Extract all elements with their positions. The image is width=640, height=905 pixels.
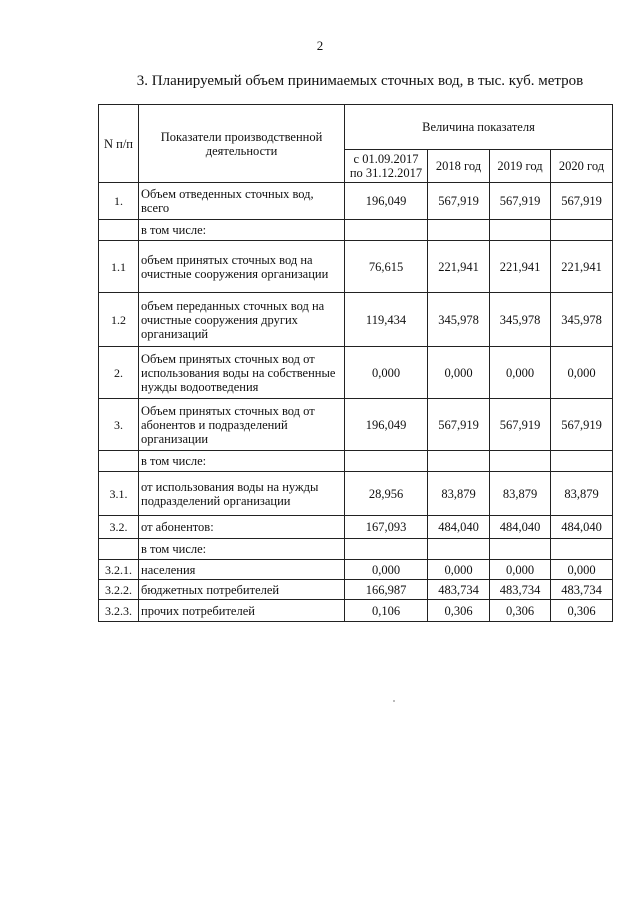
row-value (490, 539, 551, 560)
row-value: 567,919 (428, 399, 490, 451)
row-value: 567,919 (551, 183, 613, 220)
row-value: 83,879 (551, 472, 613, 516)
table-row (99, 580, 613, 600)
row-value: 345,978 (551, 293, 613, 347)
row-label: Объем принятых сточных вод от использования воды на собственные нужды водоотведения (139, 347, 345, 399)
row-value: 119,434 (345, 293, 428, 347)
row-value: 167,093 (345, 516, 428, 539)
row-value (490, 220, 551, 241)
scan-speck (393, 700, 395, 702)
row-value: 0,306 (551, 600, 613, 622)
row-value: 166,987 (345, 580, 428, 600)
row-value: 221,941 (490, 241, 551, 293)
table-row (99, 600, 613, 622)
table-row (99, 472, 613, 516)
row-label: населения (139, 560, 345, 580)
page-number: 2 (316, 38, 324, 53)
row-num: 3.2.3. (99, 600, 139, 622)
row-value: 196,049 (345, 399, 428, 451)
row-value: 567,919 (428, 183, 490, 220)
row-num (99, 539, 139, 560)
table-row (99, 183, 613, 220)
row-label: в том числе: (139, 220, 345, 241)
row-label: Объем отведенных сточных вод, всего (139, 183, 345, 220)
header-period-3: 2019 год (490, 150, 551, 183)
table-title: 3. Планируемый объем принимаемых сточных вод, в тыс. куб. метров (136, 73, 584, 89)
table-row (99, 347, 613, 399)
row-value (428, 539, 490, 560)
row-value: 28,956 (345, 472, 428, 516)
row-value (551, 220, 613, 241)
row-value: 83,879 (428, 472, 490, 516)
row-value: 221,941 (551, 241, 613, 293)
wastewater-table (98, 104, 613, 622)
row-value (345, 451, 428, 472)
table-row (99, 399, 613, 451)
header-indicators: Показатели производственной деятельности (139, 105, 345, 183)
header-period-4: 2020 год (551, 150, 613, 183)
row-value: 221,941 (428, 241, 490, 293)
table-row (99, 451, 613, 472)
row-label: от использования воды на нужды подразделений организации (139, 472, 345, 516)
row-num: 1.1 (99, 241, 139, 293)
table-row (99, 516, 613, 539)
header-num: N п/п (99, 105, 139, 183)
row-value: 345,978 (490, 293, 551, 347)
row-value: 483,734 (551, 580, 613, 600)
row-label: Объем принятых сточных вод от абонентов и подразделений организации (139, 399, 345, 451)
row-value: 567,919 (490, 183, 551, 220)
row-num: 3.2.1. (99, 560, 139, 580)
row-label: от абонентов: (139, 516, 345, 539)
row-value: 0,306 (428, 600, 490, 622)
row-value: 0,000 (490, 560, 551, 580)
row-value: 0,106 (345, 600, 428, 622)
row-label: в том числе: (139, 539, 345, 560)
row-value: 0,000 (428, 347, 490, 399)
row-label: объем принятых сточных вод на очистные сооружения организации (139, 241, 345, 293)
row-label: бюджетных потребителей (139, 580, 345, 600)
table-row (99, 293, 613, 347)
row-num: 3.2. (99, 516, 139, 539)
row-num (99, 451, 139, 472)
row-value (345, 220, 428, 241)
row-value (551, 451, 613, 472)
row-num: 2. (99, 347, 139, 399)
row-label: в том числе: (139, 451, 345, 472)
row-value: 0,306 (490, 600, 551, 622)
row-value (345, 539, 428, 560)
row-value: 0,000 (428, 560, 490, 580)
row-value: 196,049 (345, 183, 428, 220)
row-value: 484,040 (551, 516, 613, 539)
row-value (428, 220, 490, 241)
table-row (99, 241, 613, 293)
header-period-1: с 01.09.2017 по 31.12.2017 (345, 150, 428, 183)
row-num: 1. (99, 183, 139, 220)
row-value: 0,000 (490, 347, 551, 399)
header-period-2: 2018 год (428, 150, 490, 183)
row-value: 484,040 (490, 516, 551, 539)
row-value: 483,734 (490, 580, 551, 600)
row-value: 345,978 (428, 293, 490, 347)
row-label: прочих потребителей (139, 600, 345, 622)
table-row (99, 560, 613, 580)
row-num: 3. (99, 399, 139, 451)
row-num: 1.2 (99, 293, 139, 347)
row-value: 0,000 (345, 347, 428, 399)
row-label: объем переданных сточных вод на очистные сооружения других организаций (139, 293, 345, 347)
row-value: 83,879 (490, 472, 551, 516)
row-value: 0,000 (551, 560, 613, 580)
row-num: 3.1. (99, 472, 139, 516)
row-value (551, 539, 613, 560)
row-num: 3.2.2. (99, 580, 139, 600)
row-value: 0,000 (345, 560, 428, 580)
row-value (428, 451, 490, 472)
row-value: 76,615 (345, 241, 428, 293)
row-value: 567,919 (490, 399, 551, 451)
row-value: 483,734 (428, 580, 490, 600)
row-value: 567,919 (551, 399, 613, 451)
table-row (99, 220, 613, 241)
row-value (490, 451, 551, 472)
table-row (99, 539, 613, 560)
row-value: 0,000 (551, 347, 613, 399)
header-value: Величина показателя (345, 105, 613, 150)
row-num (99, 220, 139, 241)
row-value: 484,040 (428, 516, 490, 539)
